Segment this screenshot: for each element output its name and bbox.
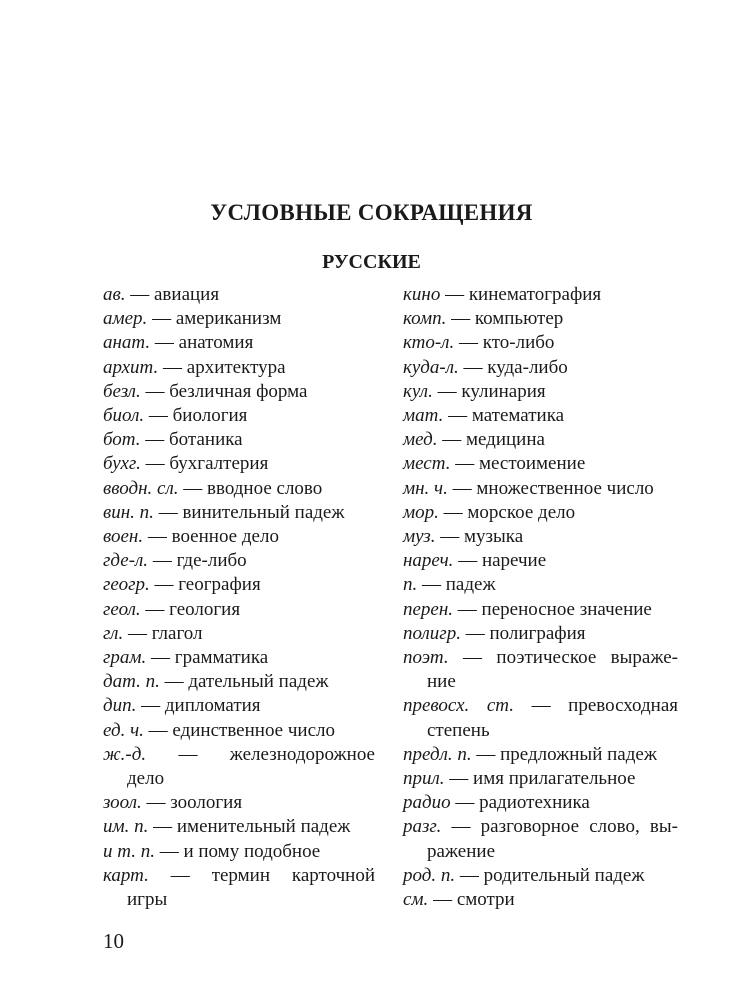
abbreviation-entry: [103, 719, 375, 743]
abbreviation-meaning-continuation: дело: [127, 768, 165, 790]
right-column: [403, 283, 678, 912]
abbreviation-meaning: — смотри: [428, 889, 515, 911]
abbreviation: геогр.: [103, 574, 150, 596]
abbreviation-meaning: — местоимение: [450, 453, 586, 475]
abbreviation: бот.: [103, 429, 141, 451]
abbreviation-meaning: — бухгалтерия: [140, 453, 269, 475]
abbreviation-meaning-continuation: игры: [127, 889, 168, 911]
abbreviation-entry: [103, 622, 375, 646]
abbreviation: гл.: [103, 622, 124, 644]
abbreviation-entry: [403, 307, 678, 331]
abbreviation-entry: [103, 525, 375, 549]
abbreviation: амер.: [103, 308, 148, 330]
abbreviation-entry: [403, 815, 678, 839]
abbreviation-entry: [103, 356, 375, 380]
abbreviation-meaning: — зоология: [141, 792, 243, 814]
abbreviation-meaning: — именительный падеж: [148, 816, 351, 838]
abbreviation: см.: [403, 889, 429, 911]
abbreviation-meaning: — падеж: [417, 574, 496, 596]
abbreviation: ж.-д.: [103, 743, 147, 765]
abbreviation-entry: [403, 525, 678, 549]
abbreviation-meaning-continuation: ражение: [427, 840, 496, 862]
abbreviation-entry: [403, 791, 678, 815]
abbreviation-entry: [403, 404, 678, 428]
abbreviation: где-л.: [103, 550, 149, 572]
abbreviation-meaning: — военное дело: [143, 526, 279, 548]
abbreviation: комп.: [403, 308, 447, 330]
abbreviation-meaning: — геология: [140, 598, 241, 620]
abbreviation-meaning: — родительный падеж: [455, 864, 645, 886]
abbreviation: род. п.: [403, 864, 456, 886]
abbreviation-meaning: — куда-либо: [458, 356, 568, 378]
abbreviation: кино: [403, 284, 441, 305]
abbreviation: мед.: [403, 429, 438, 451]
abbreviation-entry: [103, 864, 375, 888]
abbreviation-entry: [103, 573, 375, 597]
abbreviation-meaning: — анатомия: [150, 332, 254, 354]
abbreviation-meaning: — дипломатия: [136, 695, 261, 717]
abbreviation: бухг.: [103, 453, 141, 475]
abbreviation-meaning: — превосходная: [514, 695, 678, 717]
abbreviation-entry: [403, 356, 678, 380]
abbreviation: мест.: [403, 453, 451, 475]
abbreviation: и т. п.: [103, 840, 155, 862]
abbreviation: вин. п.: [103, 501, 154, 523]
abbreviation-entry: [103, 598, 375, 622]
abbreviation: ед. ч.: [103, 719, 144, 741]
abbreviation-meaning-continuation: ние: [427, 671, 456, 693]
abbreviation: поэт.: [403, 647, 449, 669]
abbreviation-meaning: — железнодорожное: [146, 743, 375, 765]
abbreviation-meaning: — имя прилагательное: [444, 768, 636, 790]
abbreviation-entry: [403, 646, 678, 670]
abbreviation-meaning: — кто-либо: [454, 332, 555, 354]
abbreviation-entry: [403, 864, 678, 888]
abbreviation: дат. п.: [103, 671, 160, 693]
abbreviation-entry: [103, 549, 375, 573]
abbreviation: безл.: [103, 380, 141, 402]
abbreviation-entry: [403, 452, 678, 476]
abbreviation-entry: [103, 307, 375, 331]
abbreviation-meaning: — кулинария: [432, 380, 546, 402]
abbreviation: мн. ч.: [403, 477, 448, 499]
abbreviation: ав.: [103, 284, 126, 305]
abbreviation-entry: [103, 404, 375, 428]
abbreviation: зоол.: [103, 792, 142, 814]
abbreviation-meaning: — компьютер: [446, 308, 564, 330]
abbreviation: воен.: [103, 526, 144, 548]
abbreviation-entry: [103, 791, 375, 815]
abbreviation-meaning: — переносное значение: [453, 598, 652, 620]
abbreviation-meaning: — география: [149, 574, 261, 596]
abbreviation: полигр.: [403, 622, 461, 644]
abbreviation-meaning: — полиграфия: [460, 622, 586, 644]
abbreviation-meaning: — архитектура: [158, 356, 286, 378]
abbreviation-entry: [403, 477, 678, 501]
abbreviation-entry: [103, 452, 375, 476]
abbreviation-entry: [403, 622, 678, 646]
abbreviation: вводн. сл.: [103, 477, 179, 499]
abbreviation-entry: [103, 815, 375, 839]
page-title: УСЛОВНЫЕ СОКРАЩЕНИЯ: [210, 200, 533, 225]
left-column: [103, 283, 375, 912]
abbreviation-entry: [103, 840, 375, 864]
abbreviation: карт.: [103, 864, 149, 886]
abbreviation-meaning: — разговорное слово, вы-: [441, 816, 678, 838]
abbreviation: п.: [403, 574, 418, 596]
abbreviation: биол.: [103, 405, 145, 427]
abbreviation-entry: [403, 549, 678, 573]
abbreviation: предл. п.: [403, 743, 472, 765]
abbreviation-meaning: — безличная форма: [140, 380, 308, 402]
abbreviation-entry: [403, 888, 678, 912]
abbreviation-meaning: — единственное число: [143, 719, 335, 741]
section-title: РУССКИЕ: [322, 251, 421, 273]
page-number: 10: [103, 929, 124, 953]
abbreviation-meaning: — глагол: [123, 622, 203, 644]
abbreviation-meaning: — где-либо: [148, 550, 247, 572]
abbreviation-entry: [103, 670, 375, 694]
abbreviation: им. п.: [103, 816, 149, 838]
abbreviation-entry: [103, 694, 375, 718]
abbreviation-entry: [403, 428, 678, 452]
abbreviation-entry: [103, 743, 375, 767]
abbreviation-meaning: — математика: [443, 405, 565, 427]
abbreviation: мат.: [403, 405, 444, 427]
abbreviation: кто-л.: [403, 332, 455, 354]
abbreviation-meaning: — музыка: [435, 526, 524, 548]
abbreviation-meaning: — и пому подобное: [154, 840, 321, 862]
abbreviation-entry: [103, 283, 375, 307]
abbreviation: архит.: [103, 356, 159, 378]
abbreviation-entry: [403, 694, 678, 718]
abbreviation-entry: [403, 767, 678, 791]
abbreviation: кул.: [403, 380, 433, 402]
abbreviation-meaning: — вводное слово: [178, 477, 323, 499]
abbreviation-meaning: — авиация: [125, 284, 220, 305]
abbreviation: прил.: [403, 768, 445, 790]
abbreviation-meaning: — винительный падеж: [153, 501, 345, 523]
abbreviation: геол.: [103, 598, 141, 620]
abbreviation: дип.: [103, 695, 137, 717]
abbreviation-entry: [403, 573, 678, 597]
abbreviation-entry: [403, 501, 678, 525]
abbreviation: радио: [403, 792, 451, 814]
abbreviation-meaning-continuation: степень: [427, 719, 490, 741]
abbreviation-entry: [403, 331, 678, 355]
abbreviation-meaning: — термин карточной: [148, 864, 375, 886]
abbreviation: перен.: [403, 598, 454, 620]
abbreviation-meaning: — грамматика: [146, 647, 269, 669]
abbreviation-entry: [103, 501, 375, 525]
abbreviation-meaning: — предложный падеж: [471, 743, 657, 765]
abbreviation-entry: [103, 428, 375, 452]
abbreviation-entry: [403, 380, 678, 404]
abbreviation-entry: [403, 283, 678, 307]
abbreviation-meaning: — радиотехника: [450, 792, 590, 814]
abbreviation-meaning: — наречие: [453, 550, 547, 572]
abbreviation-meaning: — американизм: [147, 308, 282, 330]
abbreviation-entry: [403, 743, 678, 767]
abbreviation: грам.: [103, 647, 147, 669]
abbreviation: разг.: [403, 816, 442, 838]
abbreviation: превосх. ст.: [403, 695, 515, 717]
abbreviation-entry: [103, 380, 375, 404]
abbreviation-entry: [103, 331, 375, 355]
abbreviation-meaning: — биология: [144, 405, 248, 427]
abbreviation: мор.: [403, 501, 439, 523]
abbreviation-entry: [103, 646, 375, 670]
abbreviation-meaning: — поэтическое выраже-: [448, 647, 678, 669]
abbreviation: куда-л.: [403, 356, 459, 378]
abbreviation-meaning: — кинематография: [440, 284, 602, 305]
abbreviation-meaning: — множественное число: [447, 477, 654, 499]
abbreviation: нареч.: [403, 550, 454, 572]
abbreviation-meaning: — морское дело: [438, 501, 576, 523]
abbreviation-meaning: — медицина: [437, 429, 545, 451]
abbreviation-entry: [103, 477, 375, 501]
abbreviation-meaning: — дательный падеж: [159, 671, 329, 693]
abbreviation-meaning: — ботаника: [140, 429, 243, 451]
abbreviation: анат.: [103, 332, 151, 354]
abbreviation-entry: [403, 598, 678, 622]
abbreviation: муз.: [403, 526, 436, 548]
